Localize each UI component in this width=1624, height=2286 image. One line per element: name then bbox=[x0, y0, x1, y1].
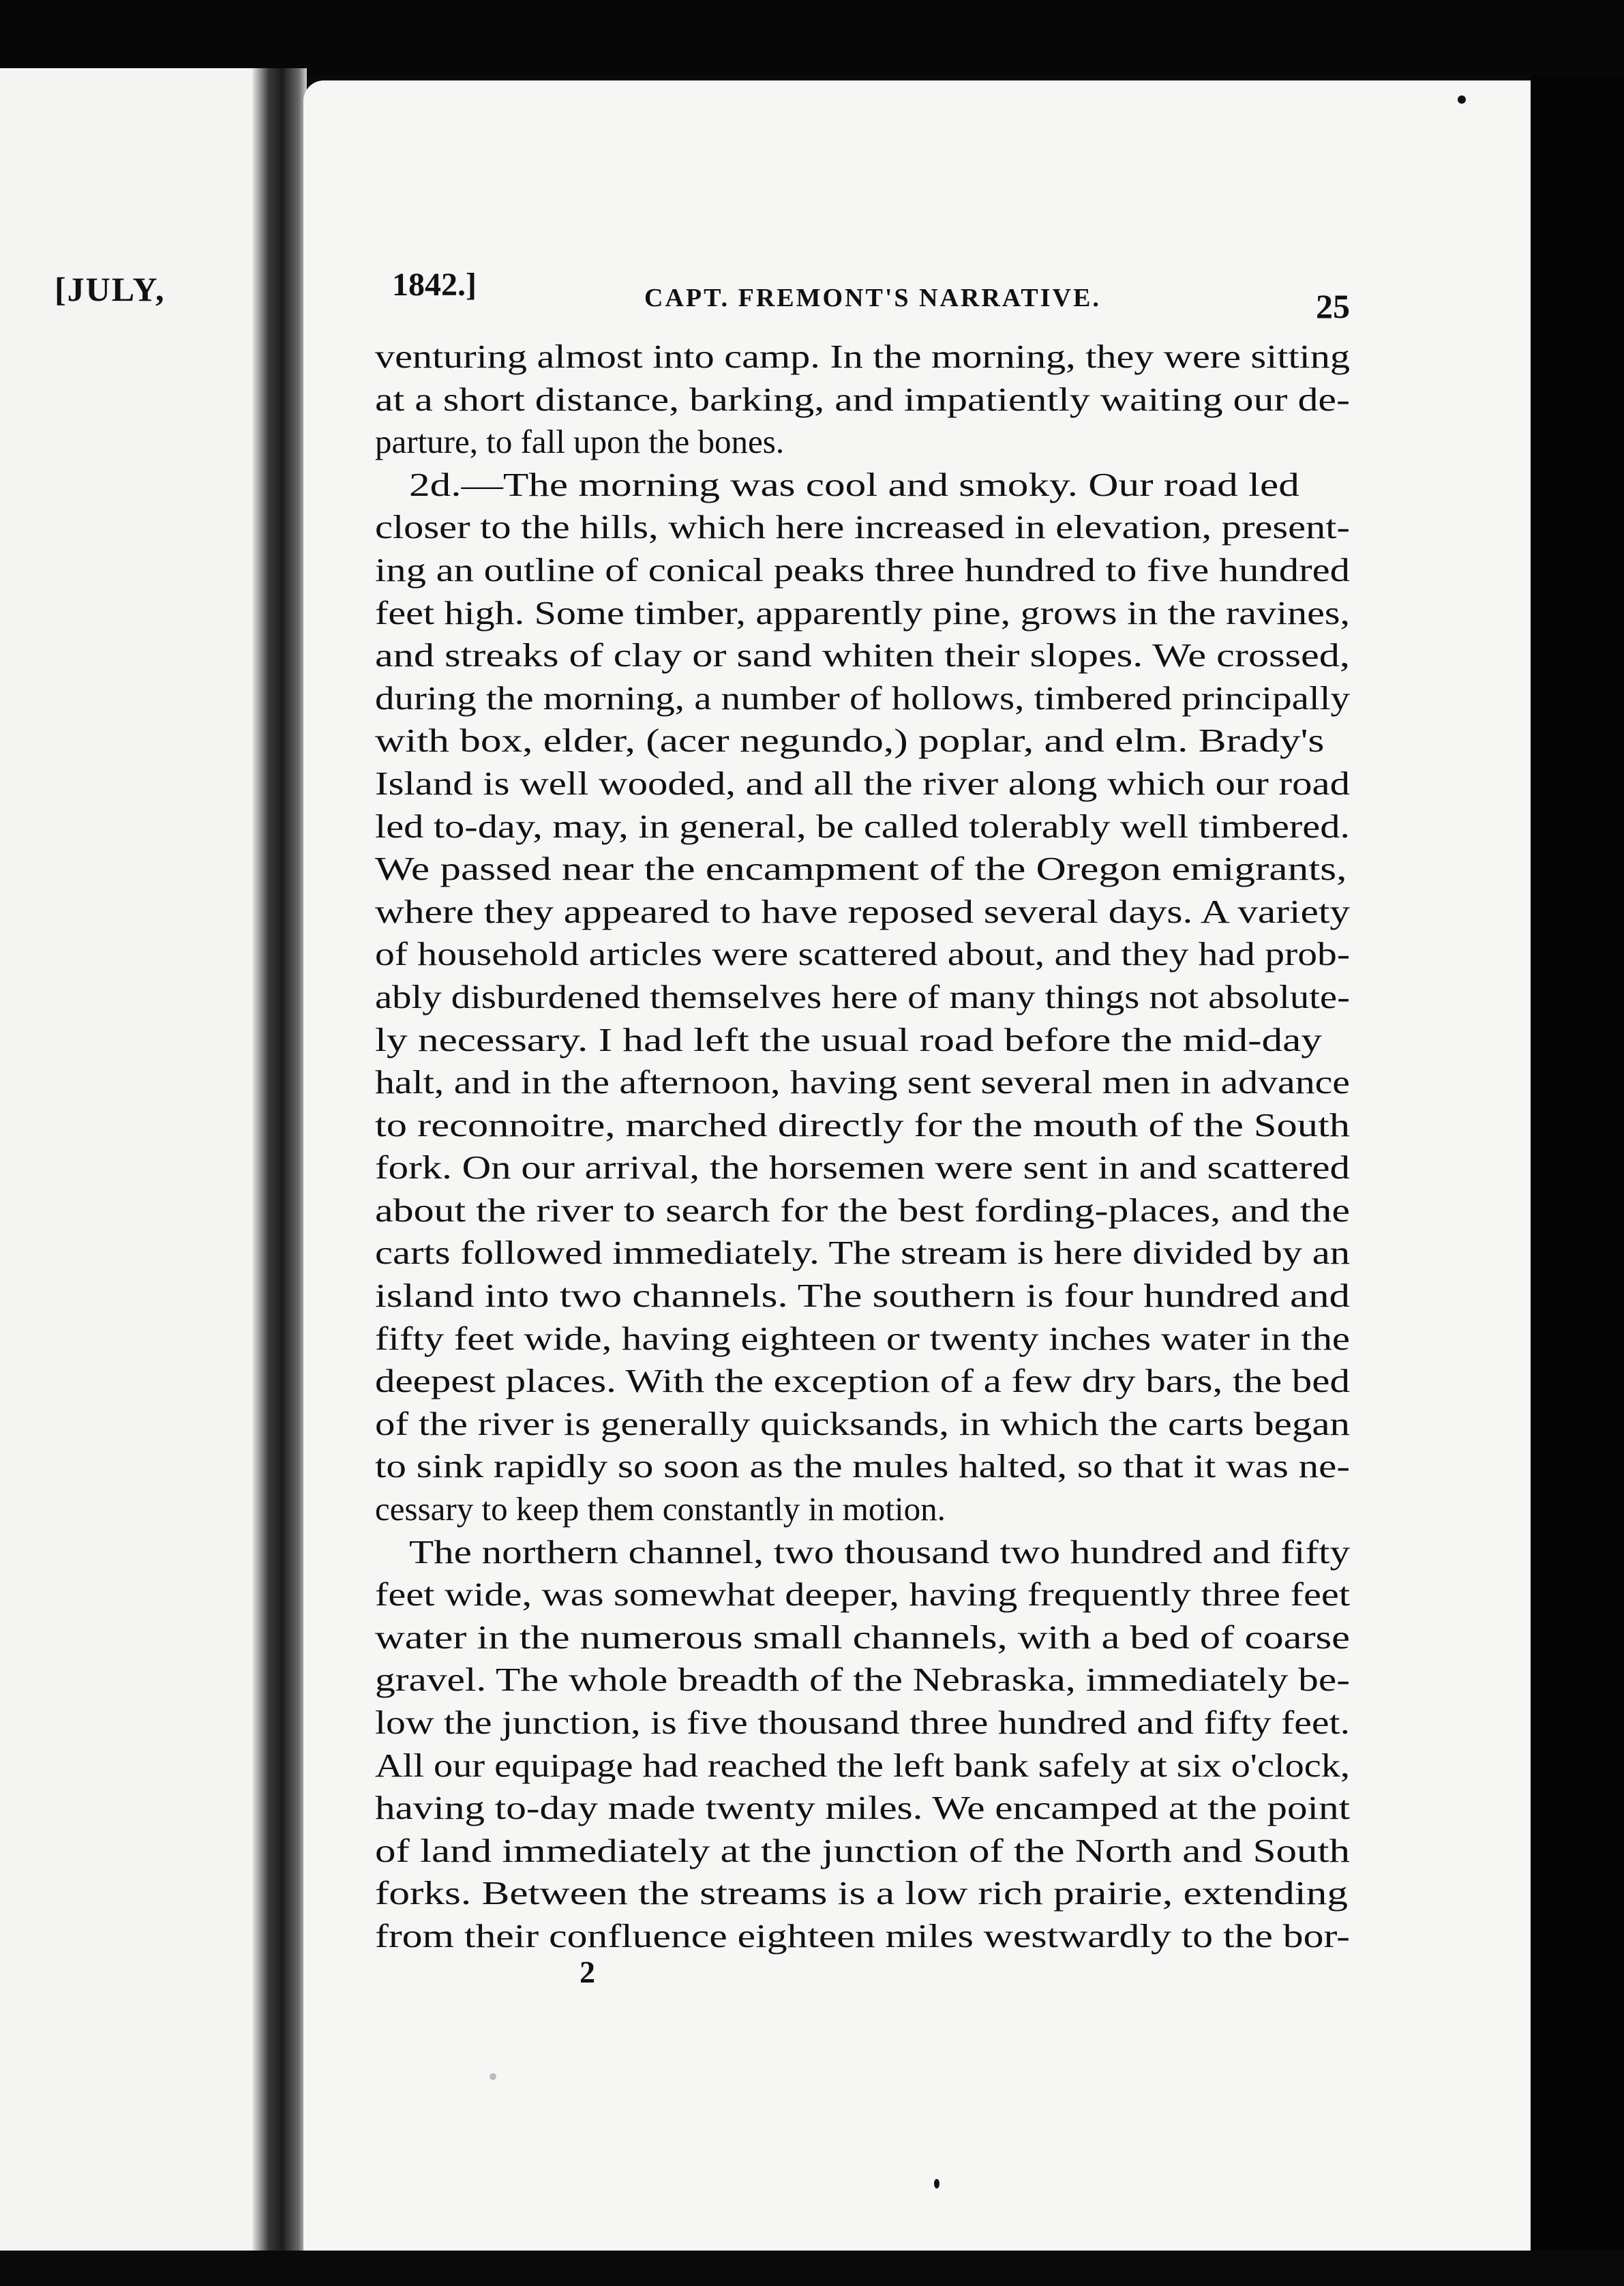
text-line: with box, elder, (acer negundo,) poplar, and elm. Brady's bbox=[375, 722, 1325, 760]
text-line: where they appeared to have reposed several days. A variety bbox=[375, 892, 1350, 930]
signature-mark: 2 bbox=[580, 1955, 595, 1989]
scan-background-right bbox=[1531, 75, 1624, 2286]
running-head-title: CAPT. FREMONT'S NARRATIVE. bbox=[644, 284, 1101, 312]
text-line: about the river to search for the best fording-places, and the bbox=[375, 1191, 1350, 1229]
text-line: led to-day, may, in general, be called tolerably well timbered. bbox=[375, 807, 1350, 845]
left-running-head: [JULY, bbox=[55, 270, 166, 308]
text-line: ing an outline of conical peaks three hundred to five hundred bbox=[375, 550, 1350, 589]
running-head-year: 1842.] bbox=[392, 267, 477, 303]
text-line: parture, to fall upon the bones. bbox=[375, 423, 785, 461]
text-line: having to-day made twenty miles. We encamped at the point bbox=[375, 1789, 1350, 1827]
text-line: gravel. The whole breadth of the Nebraska, immediately be- bbox=[375, 1661, 1350, 1699]
text-line: fork. On our arrival, the horsemen were sent in and scattered bbox=[375, 1148, 1350, 1187]
text-line: forks. Between the streams is a low rich prairie, extending bbox=[375, 1874, 1349, 1912]
text-line: carts followed immediately. The stream is here divided by an bbox=[375, 1234, 1350, 1272]
text-line: We passed near the encampment of the Oregon emigrants, bbox=[375, 850, 1347, 888]
text-line: deepest places. With the exception of a few dry bars, the bed bbox=[375, 1362, 1350, 1400]
text-line: closer to the hills, which here increased in elevation, present- bbox=[375, 508, 1350, 546]
text-line: from their confluence eighteen miles westwardly to the bor- bbox=[375, 1916, 1350, 1955]
text-line: of the river is generally quicksands, in which the carts began bbox=[375, 1404, 1350, 1442]
text-line: to sink rapidly so soon as the mules halted, so that it was ne- bbox=[375, 1447, 1350, 1485]
scan-background-bottom bbox=[0, 2251, 1624, 2286]
left-page bbox=[0, 68, 257, 2286]
text-line: halt, and in the afternoon, having sent several men in advance bbox=[375, 1063, 1350, 1101]
text-line: feet wide, was somewhat deeper, having frequently three feet bbox=[375, 1575, 1350, 1614]
speck bbox=[1458, 95, 1466, 104]
speck bbox=[490, 2073, 496, 2080]
text-line: feet high. Some timber, apparently pine, grows in the ravines, bbox=[375, 593, 1351, 632]
text-line: All our equipage had reached the left bank safely at six o'clock, bbox=[375, 1746, 1350, 1784]
body-text bbox=[375, 336, 1353, 1958]
text-line: The northern channel, two thousand two hundred and fifty bbox=[409, 1532, 1350, 1571]
text-line: of land immediately at the junction of the North and South bbox=[375, 1831, 1350, 1869]
text-line: island into two channels. The southern is four hundred and bbox=[375, 1277, 1350, 1315]
text-line: and streaks of clay or sand whiten their slopes. We crossed, bbox=[375, 636, 1350, 674]
text-line: 2d.—The morning was cool and smoky. Our road led bbox=[409, 465, 1299, 503]
text-line: Island is well wooded, and all the river along which our road bbox=[375, 764, 1350, 802]
text-line: low the junction, is five thousand three hundred and fifty feet. bbox=[375, 1704, 1350, 1741]
text-line: at a short distance, barking, and impatiently waiting our de- bbox=[375, 380, 1350, 418]
book-gutter bbox=[252, 68, 307, 2286]
text-line: cessary to keep them constantly in motion. bbox=[375, 1490, 946, 1528]
speck bbox=[934, 2179, 939, 2188]
text-line: to reconnoitre, marched directly for the mouth of the South bbox=[375, 1105, 1350, 1144]
page-number: 25 bbox=[1316, 287, 1350, 325]
scan-background-top bbox=[0, 0, 1624, 75]
text-line: of household articles were scattered about, and they had prob- bbox=[375, 935, 1350, 973]
text-line: during the morning, a number of hollows, timbered principally bbox=[375, 679, 1350, 717]
text-line: fifty feet wide, having eighteen or twenty inches water in the bbox=[375, 1319, 1350, 1357]
text-line: venturing almost into camp. In the morning, they were sitting bbox=[375, 338, 1350, 375]
text-line: ly necessary. I had left the usual road before the mid-day bbox=[375, 1020, 1322, 1058]
text-line: water in the numerous small channels, with a bed of coarse bbox=[375, 1618, 1350, 1656]
text-line: ably disburdened themselves here of many things not absolute- bbox=[375, 977, 1350, 1015]
